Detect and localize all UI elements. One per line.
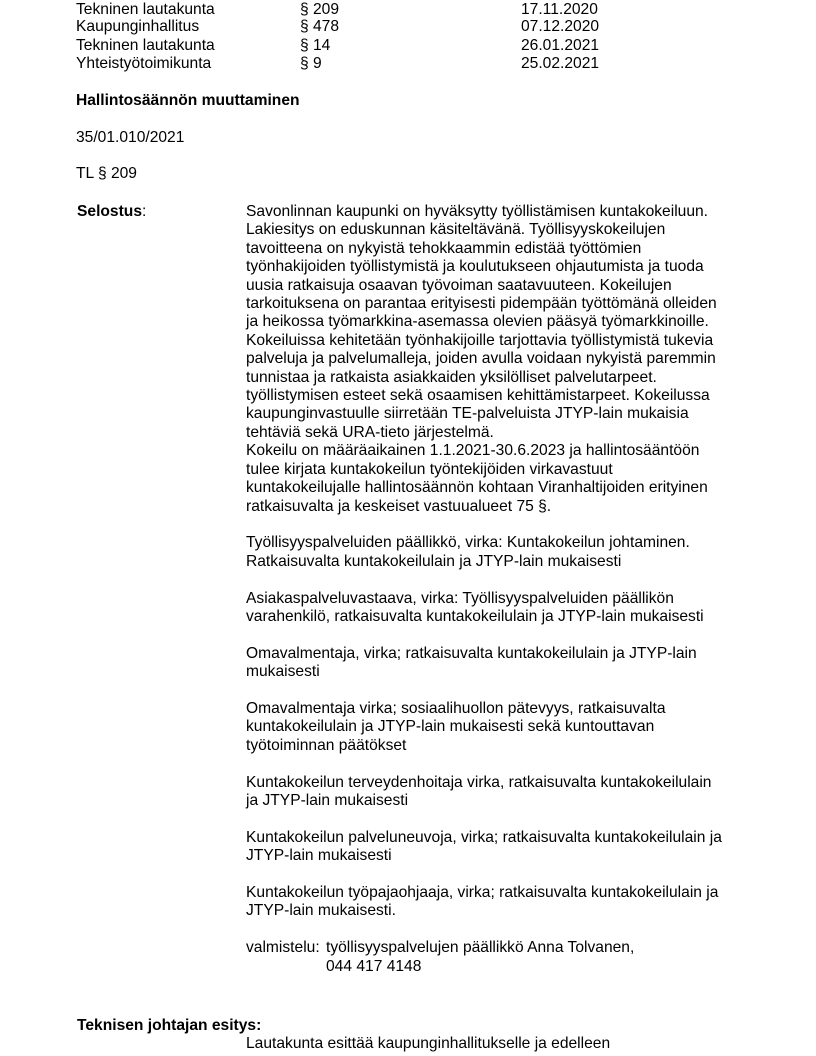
record-id: 35/01.010/2021 xyxy=(76,129,185,146)
history-section: § 14 xyxy=(300,37,331,54)
history-date: 26.01.2021 xyxy=(521,37,600,54)
history-section: § 9 xyxy=(300,55,322,72)
position-paragraph: Asiakaspalveluvastaava, virka: Työllisyyspalveluiden päällikön varahenkilö, ratkaisuvalta kuntakokeilulain ja JTYP-lain mukaisesti xyxy=(246,589,704,625)
preparation-block xyxy=(246,939,746,976)
position-paragraph: Omavalmentaja virka; sosiaalihuollon pätevyys, ratkaisuvalta kuntakokeilulain ja JTYP-lain mukaisesti sekä kuntouttavan työtoiminnan päätökset xyxy=(246,699,666,754)
history-org: Tekninen lautakunta xyxy=(76,1,215,18)
selostus-colon: : xyxy=(142,203,147,220)
history-org: Tekninen lautakunta xyxy=(76,37,215,54)
history-row xyxy=(76,54,776,73)
proposal-text: Lautakunta esittää kaupunginhallitukselle ja edelleen xyxy=(246,1035,611,1052)
history-date: 17.11.2020 xyxy=(521,1,598,18)
position-paragraph: Kuntakokeilun terveydenhoitaja virka, ratkaisuvalta kuntakokeilulain ja JTYP-lain mukaisesti xyxy=(246,773,712,809)
reference: TL § 209 xyxy=(76,165,137,182)
history-row xyxy=(76,36,776,55)
selostus-body xyxy=(246,203,746,976)
history-section: § 209 xyxy=(300,1,340,18)
selostus-label: Selostus xyxy=(77,203,142,220)
selostus-intro: Savonlinnan kaupunki on hyväksytty työllistämisen kuntakokeiluun. Lakiesitys on eduskunnan käsiteltävänä. Työllisyyskokeilujen tavoitteena on nykyistä tehokkaammin edistää työttömien työnhakijoiden työllistymistä ja koulutukseen ohjautumista ja tuoda uusia ratkaisuja osaavan työvoiman saatavuuteen. Kokeilujen tarkoituksena on parantaa erityisesti pidempään työttömänä olleiden ja heikossa työmarkkina-asemassa olevien pääsyä työmarkkinoille. Kokeiluissa kehitetään työnhakijoille tarjottavia työllistymistä tukevia palveluja ja palvelumalleja, joiden avulla voidaan nykyistä paremmin tunnistaa ja ratkaista asiakkaiden yksilölliset palvelutarpeet. työllistymisen esteet sekä osaamisen kehittämistarpeet. Kokeilussa kaupunginvastuulle siirretään TE-palveluista JTYP-lain mukaisia tehtäviä sekä URA-tieto järjestelmä. Kokeilu on määräaikainen 1.1.2021-30.6.2023 ja hallintosääntöön tulee kirjata kuntakokeilun työntekijöiden virkavastuut kuntakokeilujalle hallintosäännön kohtaan Viranhaltijoiden erityinen ratkaisuvalta ja keskeiset vastuualueet 75 §. xyxy=(246,203,717,515)
history-section: § 478 xyxy=(300,18,340,35)
proposal-heading: Teknisen johtajan esitys: xyxy=(77,1017,262,1034)
document-title: Hallintosäännön muuttaminen xyxy=(76,92,300,109)
history-org: Kaupunginhallitus xyxy=(76,18,200,35)
history-date: 07.12.2020 xyxy=(521,18,600,35)
history-row xyxy=(76,17,776,36)
preparation-label: valmistelu: xyxy=(246,939,320,957)
preparation-text: työllisyyspalvelujen päällikkö Anna Tolvanen, xyxy=(326,939,635,957)
position-paragraph: Kuntakokeilun työpajaohjaaja, virka; ratkaisuvalta kuntakokeilulain ja JTYP-lain mukaisesti. xyxy=(246,883,719,920)
selostus-heading xyxy=(77,203,146,221)
history-date: 25.02.2021 xyxy=(521,55,600,72)
position-paragraph: Kuntakokeilun palveluneuvoja, virka; ratkaisuvalta kuntakokeilulain ja JTYP-lain mukaisesti xyxy=(246,828,722,865)
preparation-phone: 044 417 4148 xyxy=(326,957,422,975)
position-paragraph: Omavalmentaja, virka; ratkaisuvalta kuntakokeilulain ja JTYP-lain mukaisesti xyxy=(246,644,697,681)
history-org: Yhteistyötoimikunta xyxy=(76,55,212,72)
position-paragraph: Työllisyyspalveluiden päällikkö, virka: Kuntakokeilun johtaminen. Ratkaisuvalta kuntakokeilulain ja JTYP-lain mukaisesti xyxy=(246,534,690,570)
